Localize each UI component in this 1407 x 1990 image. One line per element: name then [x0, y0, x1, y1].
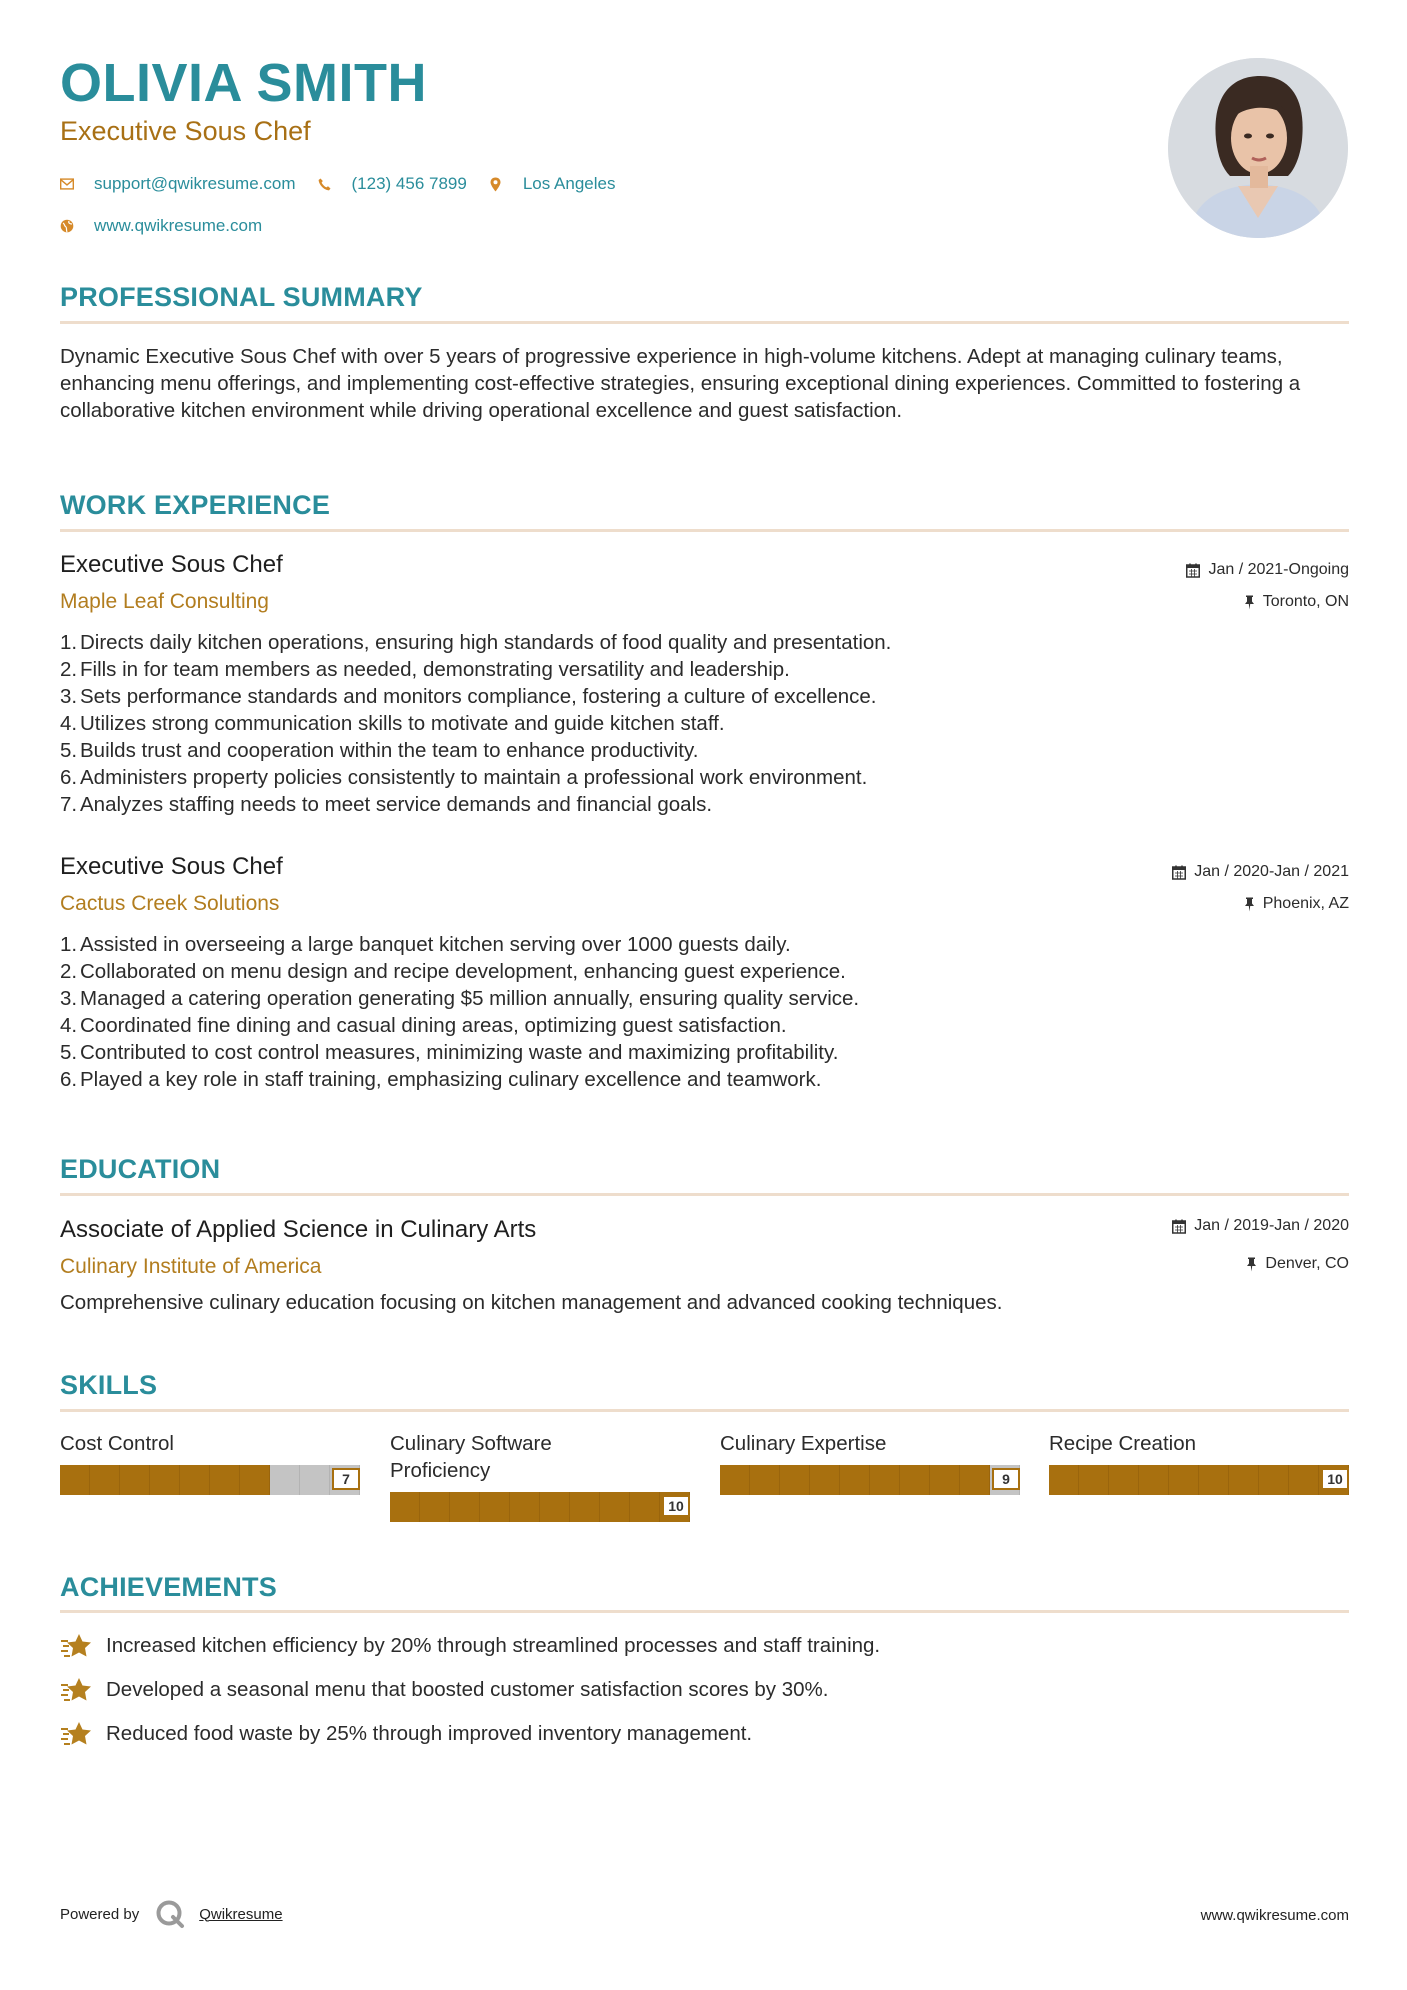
- summary-heading: PROFESSIONAL SUMMARY: [60, 282, 423, 312]
- calendar-icon: [1186, 563, 1200, 578]
- powered-by-label: Powered by: [60, 1905, 140, 1923]
- globe-icon: [60, 219, 74, 233]
- skill-bar-segment: [840, 1465, 870, 1495]
- envelope-icon: [60, 177, 74, 191]
- duty-item: 6. Administers property policies consistently to maintain a professional work environment.: [60, 766, 868, 789]
- skill-bar-segment: [510, 1492, 540, 1522]
- skill-name: Recipe Creation: [1049, 1432, 1196, 1455]
- skill-bar-segment: [270, 1465, 300, 1495]
- skill-name: Culinary Software Proficiency: [390, 1432, 552, 1482]
- job-dates-text: Jan / 2020-Jan / 2021: [1194, 863, 1349, 880]
- qwikresume-link[interactable]: Qwikresume: [199, 1905, 283, 1923]
- duty-list: [60, 629, 891, 818]
- skill-bar-segment: [570, 1492, 600, 1522]
- phone-text: (123) 456 7899: [351, 174, 467, 193]
- skill-bar-segment: [60, 1465, 90, 1495]
- profile-photo: [1168, 58, 1348, 238]
- achievement-text: Increased kitchen efficiency by 20% through streamlined processes and staff training.: [106, 1634, 881, 1657]
- job-location-text: Toronto, ON: [1262, 593, 1349, 610]
- section-divider: [60, 1610, 1349, 1613]
- skill-item: [390, 1430, 690, 1522]
- skill-score: 7: [332, 1468, 360, 1490]
- contact-row: [60, 174, 637, 194]
- duty-item: 3. Sets performance standards and monitors compliance, fostering a culture of excellence.: [60, 685, 877, 708]
- job-location-text: Phoenix, AZ: [1262, 895, 1349, 912]
- job-location: [1244, 594, 1349, 610]
- trophy-star-icon: [60, 1632, 94, 1660]
- skill-item: [60, 1430, 360, 1495]
- duty-item: 1. Directs daily kitchen operations, ensuring high standards of food quality and presentation.: [60, 631, 892, 654]
- skill-bar-segment: [390, 1492, 420, 1522]
- candidate-title: Executive Sous Chef: [60, 116, 311, 146]
- skill-bar-segment: [720, 1465, 750, 1495]
- section-divider: [60, 529, 1349, 532]
- skill-bar-segment: [1259, 1465, 1289, 1495]
- skill-score: 9: [992, 1468, 1020, 1490]
- skill-bar-segment: [630, 1492, 660, 1522]
- skill-bar-segment: [1229, 1465, 1259, 1495]
- skill-item: [1049, 1430, 1349, 1495]
- duty-item: 7. Analyzes staffing needs to meet service demands and financial goals.: [60, 793, 713, 816]
- skill-score: 10: [1321, 1468, 1349, 1490]
- experience-heading: WORK EXPERIENCE: [60, 490, 331, 520]
- skill-bar-segment: [750, 1465, 780, 1495]
- summary-text: Dynamic Executive Sous Chef with over 5 years of progressive experience in high-volume kitchens. Adept at managing culinary teams, enhancing menu offerings, and implementing cost-effective strategies, ensuring exceptional dining experiences. Committed to fostering a collaborative kitchen environment while driving operational excellence and guest satisfaction.: [60, 345, 1301, 422]
- skill-name: Cost Control: [60, 1432, 174, 1455]
- pushpin-icon: [1244, 595, 1255, 610]
- phone-icon: [318, 177, 332, 191]
- job-company: Maple Leaf Consulting: [60, 590, 269, 613]
- skill-bar-segment: [810, 1465, 840, 1495]
- duty-item: 2. Fills in for team members as needed, demonstrating versatility and leadership.: [60, 658, 790, 681]
- footer-url[interactable]: www.qwikresume.com: [1200, 1907, 1349, 1924]
- skill-bar-segment: [1049, 1465, 1079, 1495]
- footer-powered-by: [60, 1899, 283, 1929]
- skill-bar-segment: [240, 1465, 270, 1495]
- job-location: [1244, 896, 1349, 912]
- pushpin-icon: [1244, 897, 1255, 912]
- skill-bar-segment: [450, 1492, 480, 1522]
- skill-level-bar: [60, 1465, 360, 1495]
- skill-level-bar: [720, 1465, 1020, 1495]
- skill-bar-segment: [1109, 1465, 1139, 1495]
- duty-item: 4. Utilizes strong communication skills to motivate and guide kitchen staff.: [60, 712, 725, 735]
- duty-item: 1. Assisted in overseeing a large banquet kitchen serving over 1000 guests daily.: [60, 933, 791, 956]
- skill-bar-segment: [780, 1465, 810, 1495]
- skill-bar-segment: [210, 1465, 240, 1495]
- duty-item: 5. Contributed to cost control measures, minimizing waste and maximizing profitability.: [60, 1041, 839, 1064]
- trophy-star-icon: [60, 1676, 94, 1704]
- calendar-icon: [1172, 1219, 1186, 1234]
- skill-bar-segment: [180, 1465, 210, 1495]
- education-description: Comprehensive culinary education focusing on kitchen management and advanced cooking techniques.: [60, 1291, 1003, 1314]
- education-heading: EDUCATION: [60, 1154, 221, 1184]
- skill-bar-segment: [420, 1492, 450, 1522]
- duty-list: [60, 931, 859, 1093]
- candidate-name: OLIVIA SMITH: [60, 53, 427, 113]
- skill-bar-segment: [1199, 1465, 1229, 1495]
- duty-item: 3. Managed a catering operation generating $5 million annually, ensuring quality service.: [60, 987, 860, 1010]
- skill-level-bar: [390, 1492, 690, 1522]
- skill-item: [720, 1430, 1020, 1495]
- website-link[interactable]: www.qwikresume.com: [94, 216, 263, 235]
- duty-item: 2. Collaborated on menu design and recipe development, enhancing guest experience.: [60, 960, 846, 983]
- achievement-item: [60, 1676, 828, 1704]
- trophy-star-icon: [60, 1720, 94, 1748]
- skill-bar-segment: [1169, 1465, 1199, 1495]
- calendar-icon: [1172, 865, 1186, 880]
- skill-bar-segment: [930, 1465, 960, 1495]
- skill-bar-segment: [960, 1465, 990, 1495]
- website-row: [60, 216, 284, 236]
- skills-heading: SKILLS: [60, 1370, 158, 1400]
- achievement-item: [60, 1632, 880, 1660]
- skill-score: 10: [662, 1495, 690, 1517]
- resume-page: [60, 0, 1349, 1990]
- job-title: Executive Sous Chef: [60, 853, 283, 880]
- achievements-heading: ACHIEVEMENTS: [60, 1572, 277, 1602]
- duty-item: 4. Coordinated fine dining and casual dining areas, optimizing guest satisfaction.: [60, 1014, 787, 1037]
- job-dates: [1186, 562, 1349, 578]
- education-dates: [1172, 1218, 1349, 1234]
- duty-item: 5. Builds trust and cooperation within the team to enhance productivity.: [60, 739, 699, 762]
- skill-bar-segment: [1079, 1465, 1109, 1495]
- skill-bar-segment: [300, 1465, 330, 1495]
- job-company: Cactus Creek Solutions: [60, 892, 280, 915]
- skill-bar-segment: [1289, 1465, 1319, 1495]
- skill-bar-segment: [600, 1492, 630, 1522]
- section-divider: [60, 1193, 1349, 1196]
- skill-bar-segment: [870, 1465, 900, 1495]
- job-dates: [1172, 864, 1349, 880]
- skill-bar-segment: [480, 1492, 510, 1522]
- achievement-text: Reduced food waste by 25% through improved inventory management.: [106, 1722, 753, 1745]
- achievement-text: Developed a seasonal menu that boosted customer satisfaction scores by 30%.: [106, 1678, 829, 1701]
- email-link[interactable]: support@qwikresume.com: [94, 174, 296, 193]
- education-location: [1246, 1256, 1349, 1272]
- education-dates-text: Jan / 2019-Jan / 2020: [1194, 1217, 1349, 1234]
- achievement-item: [60, 1720, 752, 1748]
- skill-name: Culinary Expertise: [720, 1432, 887, 1455]
- skill-bar-segment: [90, 1465, 120, 1495]
- section-divider: [60, 1409, 1349, 1412]
- duty-item: 6. Played a key role in staff training, emphasizing culinary excellence and teamwork.: [60, 1068, 822, 1091]
- skill-bar-segment: [120, 1465, 150, 1495]
- school-name: Culinary Institute of America: [60, 1255, 322, 1278]
- skill-bar-segment: [1139, 1465, 1169, 1495]
- map-pin-icon: [489, 177, 503, 191]
- degree-title: Associate of Applied Science in Culinary Arts: [60, 1216, 537, 1243]
- pushpin-icon: [1246, 1257, 1257, 1272]
- section-divider: [60, 321, 1349, 324]
- job-dates-text: Jan / 2021-Ongoing: [1208, 561, 1349, 578]
- skill-level-bar: [1049, 1465, 1349, 1495]
- education-location-text: Denver, CO: [1265, 1255, 1349, 1272]
- qwikresume-logo-icon: [155, 1899, 185, 1929]
- location-text: Los Angeles: [522, 174, 616, 193]
- skill-bar-segment: [900, 1465, 930, 1495]
- skill-bar-segment: [150, 1465, 180, 1495]
- job-title: Executive Sous Chef: [60, 551, 283, 578]
- skill-bar-segment: [540, 1492, 570, 1522]
